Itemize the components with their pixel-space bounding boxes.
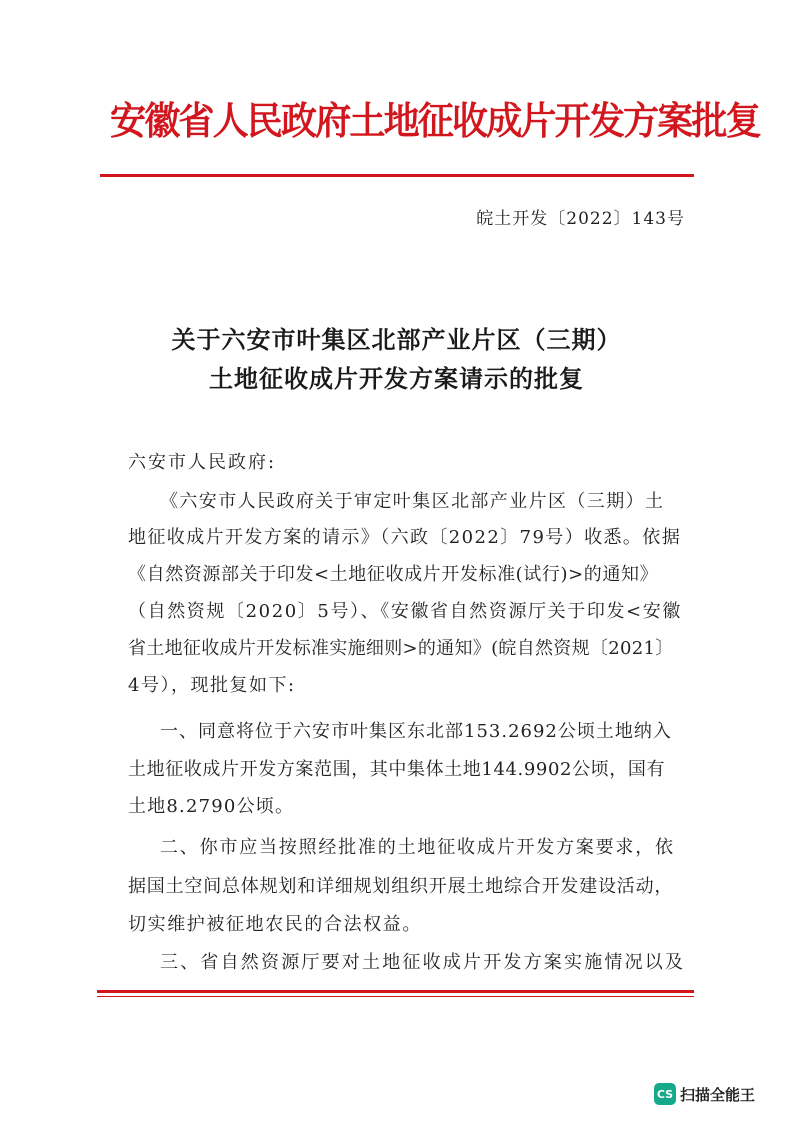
masthead-title: 安徽省人民政府土地征收成片开发方案批复 <box>110 98 760 143</box>
footer-red-rule-thin <box>97 996 694 997</box>
footer-red-rule <box>97 990 694 993</box>
body-line: 据国土空间总体规划和详细规划组织开展土地综合开发建设活动， <box>128 876 674 897</box>
document-number: 皖土开发〔2022〕143号 <box>476 209 685 229</box>
watermark-text: 扫描全能王 <box>680 1085 756 1104</box>
body-line: 一、同意将位于六安市叶集区东北部153.2692公顷土地纳入 <box>160 721 672 742</box>
salutation: 六安市人民政府: <box>128 452 277 473</box>
body-line: 《六安市人民政府关于审定叶集区北部产业片区（三期）土 <box>160 491 665 512</box>
scanner-watermark <box>654 1082 755 1106</box>
body-line: 土地8.2790公顷。 <box>128 796 295 817</box>
body-line: 切实维护被征地农民的合法权益。 <box>128 914 422 935</box>
body-line: （自然资规〔2020〕5号）、《安徽省自然资源厅关于印发<安徽 <box>128 601 682 622</box>
body-line: 地征收成片开发方案的请示》（六政〔2022〕79号）收悉。依据 <box>128 527 682 548</box>
body-line: 二、你市应当按照经批准的土地征收成片开发方案要求，依 <box>160 837 675 858</box>
camscanner-logo-icon: CS <box>654 1083 676 1105</box>
body-line: 三、省自然资源厅要对土地征收成片开发方案实施情况以及 <box>160 952 686 973</box>
document-title-line-2: 土地征收成片开发方案请示的批复 <box>209 364 584 393</box>
masthead-red-rule <box>100 174 694 177</box>
body-line: 土地征收成片开发方案范围，其中集体土地144.9902公顷，国有 <box>128 759 666 780</box>
body-line: 省土地征收成片开发标准实施细则>的通知》(皖自然资规〔2021〕 <box>128 638 674 659</box>
document-title-line-1: 关于六安市叶集区北部产业片区（三期） <box>171 325 622 354</box>
body-line: 4号），现批复如下: <box>128 675 296 696</box>
body-line: 《自然资源部关于印发<土地征收成片开发标准(试行)>的通知》 <box>128 564 659 585</box>
